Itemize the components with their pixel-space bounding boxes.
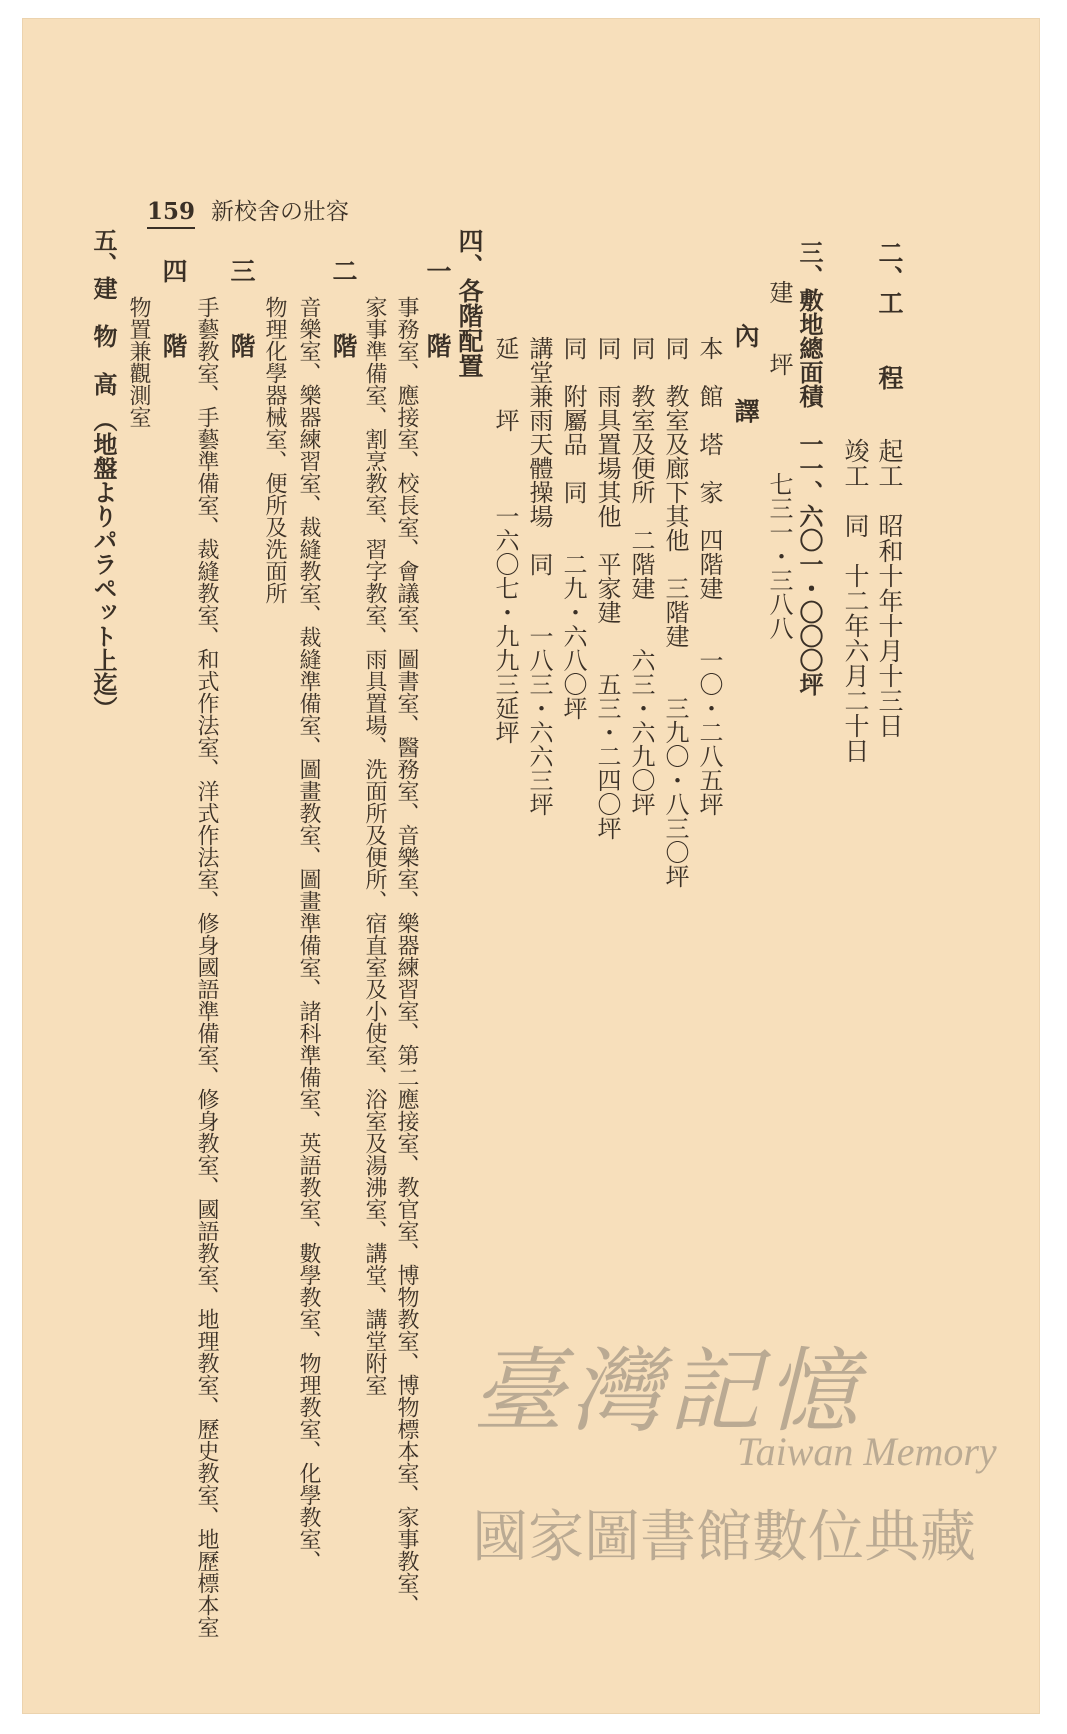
sec3-heading: 三、敷地總面積 一一、六〇一・〇〇〇坪 [795,240,824,696]
sec4-floor3-label: 三 階 [227,258,256,358]
sec3-row: 本 館 塔 家 四階建 一〇・二八五坪 [695,336,723,816]
sec2-end: 竣工 同 十二年六月二十日 [841,438,870,763]
sec2-start: 起工 昭和十年十月十三日 [875,438,904,738]
sec3-row: 同 雨具置場其他 平家建 五三・二四〇坪 [593,336,621,840]
sec3-row: 同 附屬品 同 二九・六八〇坪 [559,336,587,720]
sec2-heading: 二、工 程 [875,240,904,390]
sec5-heading: 五、建 物 高 （地盤よりパラペット上迄） [89,228,118,720]
sec4-floor1-line: 事務室、應接室、校長室、會議室、圖書室、醫務室、音樂室、樂器練習室、第二應接室、教官室、博物教室、博物標本室、家事教室、 [394,296,419,1616]
sec3-row: 同 教室及便所 二階建 六三・六九〇坪 [627,336,655,816]
sec3-row: 延 坪 一六〇七・九九三延坪 [491,336,519,744]
sec3-row: 同 教室及廊下其他 三階建 三九〇・八三〇坪 [661,336,689,888]
sec4-floor2-label: 二 階 [329,258,358,358]
sec4-floor4-label: 四 階 [159,258,188,358]
watermark-logo-text: 臺灣記憶 [472,1338,865,1445]
sec4-floor3-line: 手藝教室、手藝準備室、裁縫教室、和式作法室、洋式作法室、修身國語準備室、修身教室、國語教室、地理教室、歷史教室、地歷標本室 [194,296,219,1638]
sec4-floor1-label: 一 階 [423,258,452,358]
sec4-floor1-line: 家事準備室、割烹教室、習字教室、雨具置場、洗面所及便所、宿直室及小使室、浴室及湯沸室、講堂、講堂附室 [362,296,387,1396]
sec4-floor4-line: 物置兼觀測室 [126,296,151,428]
watermark-english: Taiwan Memory [737,1429,997,1474]
sec3-breakdown-label: 內 譯 [731,323,760,423]
running-header [147,193,349,226]
running-title: 新校舍の壯容 [211,199,350,225]
watermark-library-name: 國家圖書館數位典藏 [472,1505,976,1570]
page-paper [22,18,1040,1714]
sec3-building-area: 建 坪 七三一・三八八 [765,280,793,640]
page-number: 159 [147,198,195,229]
sec4-heading: 四、各階配置 [455,228,484,378]
sec4-floor2-line: 音樂室、樂器練習室、裁縫教室、裁縫準備室、圖畫教室、圖畫準備室、諸科準備室、英語教室、數學教室、物理教室、化學教室、 [296,296,321,1572]
sec3-row: 講堂兼雨天體操場 同 一八三・六六三坪 [525,336,553,816]
sec4-floor2-line: 物理化學器械室、便所及洗面所 [262,296,287,604]
